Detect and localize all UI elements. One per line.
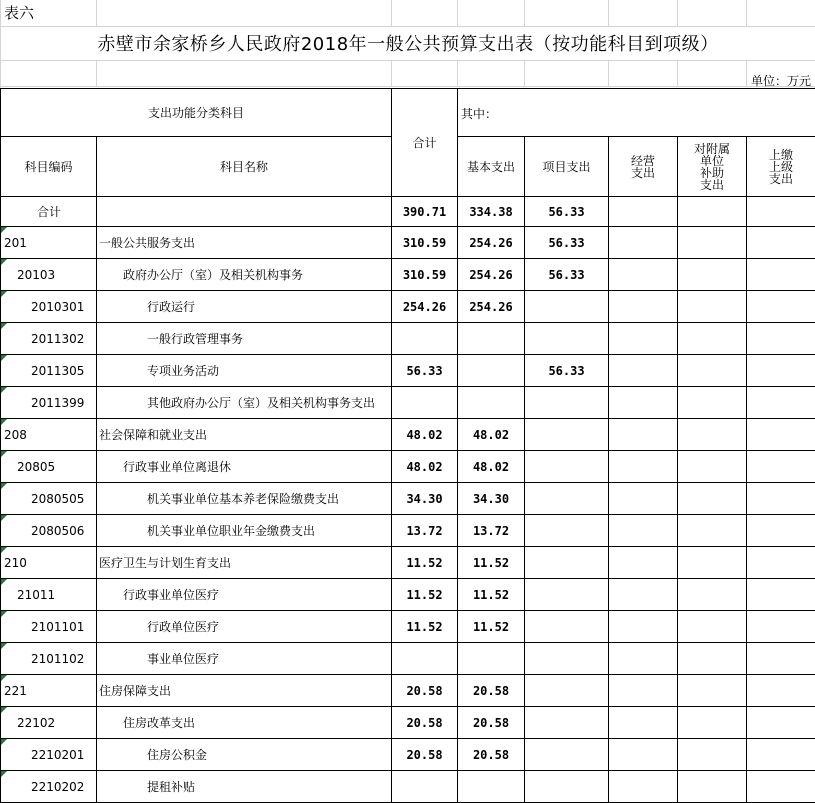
table-row: [1, 515, 815, 547]
table-row: [1, 739, 815, 771]
name-cell[interactable]: 住房保障支出: [97, 675, 392, 707]
name-cell[interactable]: 提租补贴: [97, 771, 392, 803]
operating-cell[interactable]: [609, 739, 678, 771]
name-cell[interactable]: 行政单位医疗: [97, 611, 392, 643]
table-row: [1, 291, 815, 323]
basic-cell[interactable]: [458, 643, 525, 675]
operating-cell[interactable]: [609, 771, 678, 803]
operating-cell[interactable]: [609, 707, 678, 739]
remit-cell[interactable]: [747, 579, 815, 611]
name-cell[interactable]: 事业单位医疗: [97, 643, 392, 675]
total-cell[interactable]: [392, 323, 458, 355]
basic-cell[interactable]: 11.52: [458, 579, 525, 611]
project-cell[interactable]: 56.33: [525, 259, 609, 291]
name-cell[interactable]: 政府办公厅（室）及相关机构事务: [97, 259, 392, 291]
remit-cell[interactable]: [747, 675, 815, 707]
code-cell[interactable]: 2210201: [1, 739, 97, 771]
total-cell[interactable]: [392, 643, 458, 675]
header-total[interactable]: 合计: [392, 89, 458, 197]
remit-cell[interactable]: [747, 547, 815, 579]
total-label[interactable]: 合计: [1, 197, 97, 227]
remit-cell[interactable]: [747, 419, 815, 451]
remit-cell[interactable]: [747, 451, 815, 483]
error-indicator-icon: [1, 643, 7, 649]
header-code[interactable]: 科目编码: [1, 137, 97, 197]
table-row: [1, 675, 815, 707]
code-cell[interactable]: 201: [1, 227, 97, 259]
total-cell[interactable]: 20.58: [392, 675, 458, 707]
total-remit[interactable]: [747, 197, 815, 227]
table-row: [1, 707, 815, 739]
name-cell[interactable]: 一般行政管理事务: [97, 323, 392, 355]
project-cell[interactable]: [525, 419, 609, 451]
error-indicator-icon: [1, 611, 7, 617]
code-cell[interactable]: 2080506: [1, 515, 97, 547]
operating-cell[interactable]: [609, 323, 678, 355]
operating-cell[interactable]: [609, 451, 678, 483]
table-row: [1, 579, 815, 611]
error-indicator-icon: [1, 387, 7, 393]
code-cell[interactable]: 2080505: [1, 483, 97, 515]
name-cell[interactable]: 社会保障和就业支出: [97, 419, 392, 451]
error-indicator-icon: [1, 771, 7, 777]
name-cell[interactable]: 机关事业单位职业年金缴费支出: [97, 515, 392, 547]
project-cell[interactable]: 56.33: [525, 227, 609, 259]
basic-cell[interactable]: [458, 387, 525, 419]
name-cell[interactable]: 行政事业单位离退休: [97, 451, 392, 483]
remit-cell[interactable]: [747, 483, 815, 515]
operating-cell[interactable]: [609, 675, 678, 707]
error-indicator-icon: [1, 739, 7, 745]
remit-cell[interactable]: [747, 227, 815, 259]
operating-cell[interactable]: [609, 259, 678, 291]
header-remit[interactable]: 上缴 上级 支出: [747, 137, 815, 197]
name-cell[interactable]: 其他政府办公厅（室）及相关机构事务支出: [97, 387, 392, 419]
operating-cell[interactable]: [609, 547, 678, 579]
total-cell[interactable]: 11.52: [392, 547, 458, 579]
project-cell[interactable]: [525, 483, 609, 515]
total-operating[interactable]: [609, 197, 678, 227]
total-cell[interactable]: 20.58: [392, 707, 458, 739]
project-cell[interactable]: [525, 643, 609, 675]
header-name[interactable]: 科目名称: [97, 137, 392, 197]
operating-cell[interactable]: [609, 419, 678, 451]
name-cell[interactable]: 机关事业单位基本养老保险缴费支出: [97, 483, 392, 515]
total-cell[interactable]: 11.52: [392, 611, 458, 643]
error-indicator-icon: [1, 355, 7, 361]
operating-cell[interactable]: [609, 355, 678, 387]
remit-cell[interactable]: [747, 355, 815, 387]
name-cell[interactable]: 医疗卫生与计划生育支出: [97, 547, 392, 579]
subsidy-cell[interactable]: [678, 451, 747, 483]
table-row: [1, 643, 815, 675]
table-row: [1, 259, 815, 291]
name-cell[interactable]: 住房改革支出: [97, 707, 392, 739]
code-cell[interactable]: 2011399: [1, 387, 97, 419]
operating-cell[interactable]: [609, 387, 678, 419]
project-cell[interactable]: [525, 387, 609, 419]
subsidy-cell[interactable]: [678, 515, 747, 547]
total-cell[interactable]: 254.26: [392, 291, 458, 323]
table-row: [1, 419, 815, 451]
name-cell[interactable]: 住房公积金: [97, 739, 392, 771]
subsidy-cell[interactable]: [678, 547, 747, 579]
sheet-tag[interactable]: 表六: [1, 0, 97, 26]
header-category[interactable]: 支出功能分类科目: [1, 89, 392, 137]
project-cell[interactable]: [525, 707, 609, 739]
basic-cell[interactable]: 20.58: [458, 707, 525, 739]
header-project[interactable]: 项目支出: [525, 137, 609, 197]
total-cell[interactable]: 310.59: [392, 259, 458, 291]
code-cell[interactable]: 22102: [1, 707, 97, 739]
remit-cell[interactable]: [747, 515, 815, 547]
project-cell[interactable]: 56.33: [525, 355, 609, 387]
unit-label[interactable]: [1, 86, 815, 87]
total-cell[interactable]: 48.02: [392, 451, 458, 483]
project-cell[interactable]: [525, 739, 609, 771]
total-cell[interactable]: [392, 387, 458, 419]
basic-cell[interactable]: [458, 355, 525, 387]
total-subsidy[interactable]: [678, 197, 747, 227]
subsidy-cell[interactable]: [678, 259, 747, 291]
operating-cell[interactable]: [609, 227, 678, 259]
subsidy-cell[interactable]: [678, 227, 747, 259]
subsidy-cell[interactable]: [678, 291, 747, 323]
table-row: [1, 483, 815, 515]
budget-table: [0, 88, 815, 803]
project-cell[interactable]: [525, 323, 609, 355]
operating-cell[interactable]: [609, 515, 678, 547]
table-row: [1, 611, 815, 643]
remit-cell[interactable]: [747, 707, 815, 739]
remit-cell[interactable]: [747, 259, 815, 291]
project-cell[interactable]: [525, 451, 609, 483]
error-indicator-icon: [1, 515, 7, 521]
basic-cell[interactable]: 34.30: [458, 483, 525, 515]
sheet-title[interactable]: 赤壁市余家桥乡人民政府2018年一般公共预算支出表（按功能科目到项级）: [1, 26, 815, 60]
header-subsidy[interactable]: 对附属 单位 补助 支出: [678, 137, 747, 197]
total-cell[interactable]: 11.52: [392, 579, 458, 611]
total-cell[interactable]: 48.02: [392, 419, 458, 451]
basic-cell[interactable]: 13.72: [458, 515, 525, 547]
operating-cell[interactable]: [609, 643, 678, 675]
subsidy-cell[interactable]: [678, 643, 747, 675]
subsidy-cell[interactable]: [678, 579, 747, 611]
subsidy-cell[interactable]: [678, 323, 747, 355]
total-cell[interactable]: 34.30: [392, 483, 458, 515]
code-cell[interactable]: 20103: [1, 259, 97, 291]
header-basic[interactable]: 基本支出: [458, 137, 525, 197]
code-cell[interactable]: 2210202: [1, 771, 97, 803]
basic-cell[interactable]: 254.26: [458, 259, 525, 291]
code-cell[interactable]: 210: [1, 547, 97, 579]
basic-cell[interactable]: 20.58: [458, 675, 525, 707]
basic-cell[interactable]: [458, 323, 525, 355]
subsidy-cell[interactable]: [678, 355, 747, 387]
name-cell[interactable]: 一般公共服务支出: [97, 227, 392, 259]
subsidy-cell[interactable]: [678, 387, 747, 419]
error-indicator-icon: [1, 451, 7, 457]
header-of-which[interactable]: 其中：: [458, 89, 815, 137]
banner-grid: [0, 0, 815, 87]
name-cell[interactable]: 行政事业单位医疗: [97, 579, 392, 611]
basic-cell[interactable]: 11.52: [458, 611, 525, 643]
total-sum[interactable]: 390.71: [392, 197, 458, 227]
error-indicator-icon: [1, 707, 7, 713]
total-cell[interactable]: 310.59: [392, 227, 458, 259]
subsidy-cell[interactable]: [678, 771, 747, 803]
remit-cell[interactable]: [747, 771, 815, 803]
remit-cell[interactable]: [747, 739, 815, 771]
error-indicator-icon: [1, 323, 7, 329]
basic-cell[interactable]: [458, 771, 525, 803]
remit-cell[interactable]: [747, 323, 815, 355]
unit-label-text: 单位：万元: [751, 72, 811, 89]
basic-cell[interactable]: 48.02: [458, 451, 525, 483]
table-row: [1, 771, 815, 803]
table-row: [1, 355, 815, 387]
project-cell[interactable]: [525, 291, 609, 323]
remit-cell[interactable]: [747, 643, 815, 675]
basic-cell[interactable]: 254.26: [458, 291, 525, 323]
operating-cell[interactable]: [609, 579, 678, 611]
operating-cell[interactable]: [609, 291, 678, 323]
code-cell[interactable]: 2011302: [1, 323, 97, 355]
project-cell[interactable]: [525, 515, 609, 547]
total-cell[interactable]: 13.72: [392, 515, 458, 547]
error-indicator-icon: [1, 483, 7, 489]
project-cell[interactable]: [525, 547, 609, 579]
total-basic[interactable]: 334.38: [458, 197, 525, 227]
table-row: [1, 451, 815, 483]
header-operating[interactable]: 经营 支出: [609, 137, 678, 197]
total-cell[interactable]: [392, 771, 458, 803]
subsidy-cell[interactable]: [678, 707, 747, 739]
code-cell[interactable]: 2101102: [1, 643, 97, 675]
subsidy-cell[interactable]: [678, 611, 747, 643]
error-indicator-icon: [1, 579, 7, 585]
total-project[interactable]: 56.33: [525, 197, 609, 227]
project-cell[interactable]: [525, 675, 609, 707]
total-cell[interactable]: 20.58: [392, 739, 458, 771]
code-cell[interactable]: 208: [1, 419, 97, 451]
remit-cell[interactable]: [747, 611, 815, 643]
project-cell[interactable]: [525, 771, 609, 803]
error-indicator-icon: [1, 227, 7, 233]
subsidy-cell[interactable]: [678, 483, 747, 515]
project-cell[interactable]: [525, 579, 609, 611]
basic-cell[interactable]: 20.58: [458, 739, 525, 771]
name-cell[interactable]: 专项业务活动: [97, 355, 392, 387]
subsidy-cell[interactable]: [678, 675, 747, 707]
error-indicator-icon: [1, 259, 7, 265]
remit-cell[interactable]: [747, 291, 815, 323]
code-cell[interactable]: 2010301: [1, 291, 97, 323]
code-cell[interactable]: 21011: [1, 579, 97, 611]
name-cell[interactable]: 行政运行: [97, 291, 392, 323]
basic-cell[interactable]: 11.52: [458, 547, 525, 579]
total-name-cell[interactable]: [97, 197, 392, 227]
code-cell[interactable]: 20805: [1, 451, 97, 483]
basic-cell[interactable]: 254.26: [458, 227, 525, 259]
operating-cell[interactable]: [609, 611, 678, 643]
table-row: [1, 227, 815, 259]
remit-cell[interactable]: [747, 387, 815, 419]
table-row-total: [1, 197, 815, 227]
error-indicator-icon: [1, 419, 7, 425]
table-row: [1, 387, 815, 419]
operating-cell[interactable]: [609, 483, 678, 515]
error-indicator-icon: [1, 291, 7, 297]
table-row: [1, 323, 815, 355]
subsidy-cell[interactable]: [678, 419, 747, 451]
code-cell[interactable]: 2101101: [1, 611, 97, 643]
table-row: [1, 547, 815, 579]
basic-cell[interactable]: 48.02: [458, 419, 525, 451]
total-cell[interactable]: 56.33: [392, 355, 458, 387]
error-indicator-icon: [1, 675, 7, 681]
subsidy-cell[interactable]: [678, 739, 747, 771]
project-cell[interactable]: [525, 611, 609, 643]
code-cell[interactable]: 221: [1, 675, 97, 707]
code-cell[interactable]: 2011305: [1, 355, 97, 387]
error-indicator-icon: [1, 547, 7, 553]
